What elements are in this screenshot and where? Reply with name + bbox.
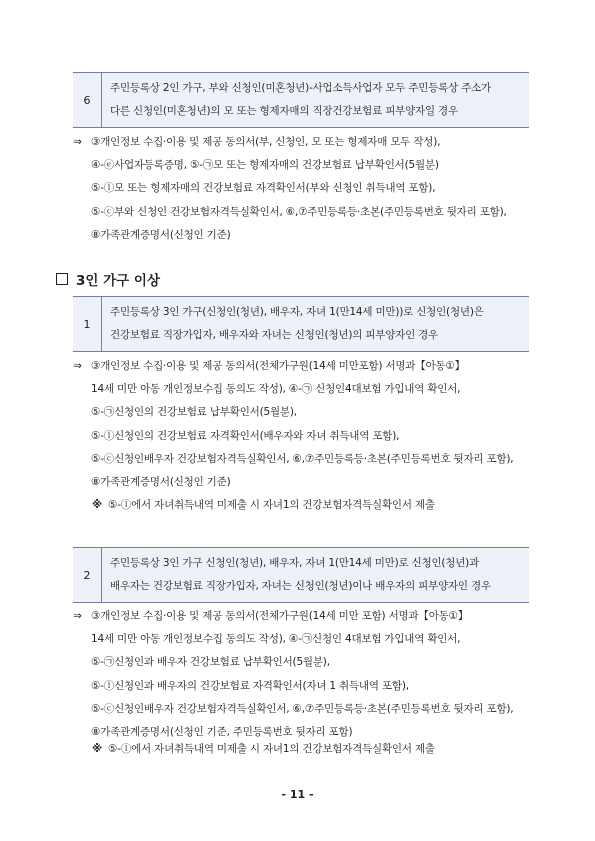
doc-line: ⑧가족관계증명서(신청인 기준)	[91, 228, 231, 241]
doc-line: ⑤-ⓒ부와 신청인 건강보험자격득실확인서, ⑥,⑦주민등록등·초본(주민등록번호 뒷자리 포함),	[91, 205, 507, 218]
note-text: ⑤-ⓛ에서 자녀취득내역 미제출 시 자녀1의 건강보험자격득실확인서 제출	[108, 499, 435, 511]
arrow-icon: ⇒	[73, 360, 82, 372]
case-line: 주민등록상 2인 가구, 부와 신청인(미혼청년)-사업소득사업자 모두 주민등록상 주소가	[110, 82, 492, 94]
doc-line: ⑤-ⓒ신청인배우자 건강보험자격득실확인서, ⑥,⑦주민등록등·초본(주민등록번호 뒷자리 포함),	[91, 702, 514, 715]
case-2-box	[73, 547, 529, 603]
doc-line: ⑤-㉠신청인의 건강보험료 납부확인서(5월분),	[91, 406, 297, 419]
case-1-box	[73, 296, 529, 352]
case-number: 6	[73, 73, 102, 127]
note	[92, 741, 552, 756]
case-line: 건강보험료 직장가입자, 배우자와 자녀는 신청인(청년)의 피부양자인 경우	[110, 329, 439, 341]
section-title: 3인 가구 이상	[76, 273, 160, 289]
case-line: 주민등록상 3인 가구 신청인(청년), 배우자, 자녀 1(만14세 미만)로 신청인(청년)과	[110, 557, 480, 569]
note	[92, 497, 552, 512]
doc-line: ⑧가족관계증명서(신청인 기준, 주민등록번호 뒷자리 포함)	[91, 726, 353, 739]
doc-line: ⑧가족관계증명서(신청인 기준)	[91, 476, 231, 489]
doc-line: ③개인정보 수집·이용 및 제공 동의서(부, 신청인, 모 또는 형제자매 모두 작성),	[91, 136, 441, 148]
square-bullet-icon	[56, 273, 68, 285]
arrow-icon: ⇒	[73, 610, 82, 622]
required-documents-6	[73, 131, 543, 247]
doc-line: ③개인정보 수집·이용 및 제공 동의서(전체가구원(14세 미만포함) 서명과【아동①】	[91, 360, 465, 372]
case-line: 다른 신청인(미혼청년)의 모 또는 형제자매의 직장건강보험료 피부양자일 경우	[110, 105, 458, 117]
reference-mark: ※	[92, 499, 103, 511]
section-heading	[56, 269, 160, 289]
doc-line: ⑤-ⓛ모 또는 형제자매의 건강보험료 자격확인서(부와 신청인 취득내역 포함),	[91, 182, 436, 195]
doc-line: ④-ⓔ사업자등록증명, ⑤-㉠모 또는 형제자매의 건강보험료 납부확인서(5월분)	[91, 159, 439, 172]
reference-mark: ※	[92, 743, 103, 755]
doc-line: 14세 미만 아동 개인정보수집 동의도 작성), ④-㉠신청인 4대보험 가입내역 확인서,	[91, 633, 461, 646]
doc-line: ⑤-ⓒ신청인배우자 건강보험자격득실확인서, ⑥,⑦주민등록등·초본(주민등록번호 뒷자리 포함),	[91, 452, 514, 465]
case-number: 1	[73, 297, 102, 351]
note-text: ⑤-ⓛ에서 자녀취득내역 미제출 시 자녀1의 건강보험자격득실확인서 제출	[108, 743, 435, 755]
doc-line: ③개인정보 수집·이용 및 제공 동의서(전체가구원(14세 미만 포함) 서명과【아동①】	[91, 610, 469, 622]
case-description	[102, 73, 529, 127]
page-number: - 11 -	[281, 788, 314, 801]
case-6-box	[73, 72, 529, 128]
doc-line: ⑤-ⓛ신청인과 배우자의 건강보험료 자격확인서(자녀 1 취득내역 포함),	[91, 679, 409, 692]
case-line: 주민등록상 3인 가구(신청인(청년), 배우자, 자녀 1(만14세 미만))로 신청인(청년)은	[110, 306, 484, 318]
arrow-icon: ⇒	[73, 136, 82, 148]
case-description	[102, 548, 529, 602]
case-line: 배우자는 건강보험료 직장가입자, 자녀는 신청인(청년)이나 배우자의 피부양자인 경우	[110, 580, 491, 592]
doc-line: 14세 미만 아동 개인정보수집 동의도 작성), ④-㉠ 신청인4대보험 가입내역 확인서,	[91, 383, 461, 396]
case-description	[102, 297, 529, 351]
doc-line: ⑤-㉠신청인과 배우자 건강보험료 납부확인서(5월분),	[91, 656, 330, 669]
case-number: 2	[73, 548, 102, 602]
required-documents-1	[73, 355, 543, 494]
doc-line: ⑤-ⓛ신청인의 건강보험료 자격확인서(배우자와 자녀 취득내역 포함),	[91, 429, 400, 442]
required-documents-2	[73, 605, 543, 744]
